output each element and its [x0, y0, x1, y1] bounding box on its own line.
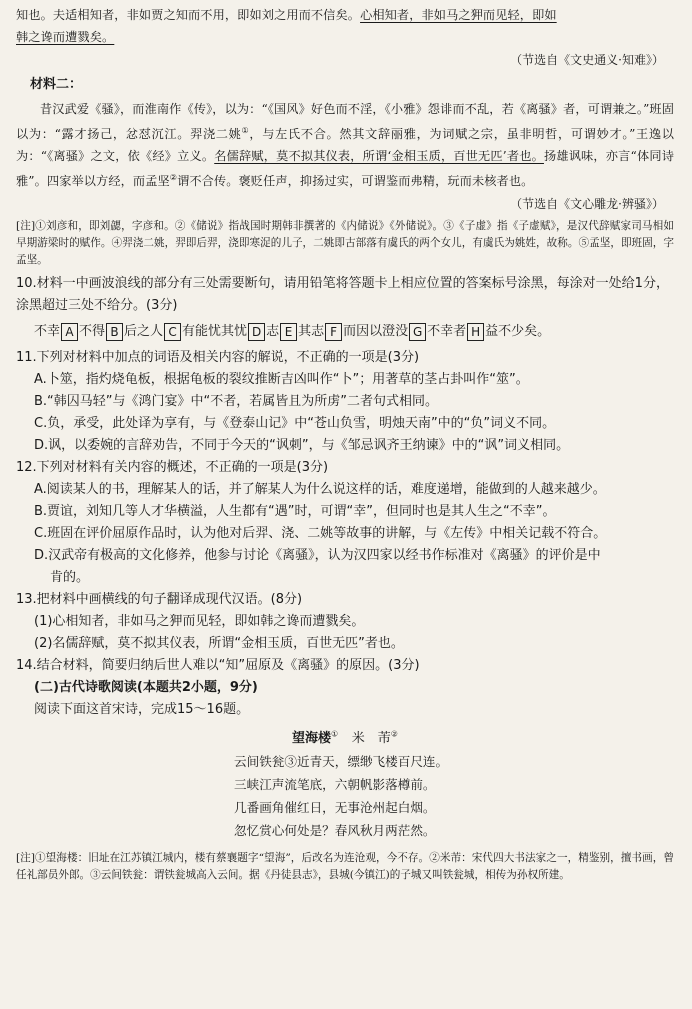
- poem-title: [16, 727, 674, 746]
- question-11-option-c: C.负，承受，此处译为享有，与《登泰山记》中“苍山负雪，明烛天南”中的“负”词义不同。: [34, 416, 556, 432]
- answer-box-h[interactable]: H: [467, 323, 484, 341]
- answer-box-g[interactable]: G: [409, 323, 426, 341]
- material-two-p1: 昔汉武爱《骚》，而淮南作《传》，以为：“《国风》好色而不淫，《小雅》怨诽而不乱，若《离骚》者，可谓兼之。”班固以为：“露才扬己，忿怼沉江。羿浇二姚: [16, 102, 674, 142]
- segment: 其志: [298, 324, 325, 340]
- segment: 而因以澄没: [343, 324, 409, 340]
- question-12-option-c: C.班固在评价屈原作品时，认为他对后羿、浇、二姚等故事的讲解，与《左传》中相关记载不符合。: [34, 526, 607, 542]
- poem-line-3: 几番画角催红日，无事沧州起白烟。: [234, 800, 436, 816]
- material-two-underlined: 名儒辞赋，莫不拟其仪表，所谓‘金相玉质，百世无匹’者也。: [214, 149, 544, 164]
- question-11-stem: 11.下列对材料中加点的词语及相关内容的解说，不正确的一项是(3分): [16, 350, 420, 366]
- material-two-p4: 谓不合传。褒贬任声，抑扬过实，可谓鉴而弗精，玩而未核者也。: [177, 174, 534, 189]
- material-two-heading: 材料二：: [30, 77, 83, 92]
- segment: 后之人: [124, 324, 164, 340]
- poem-line-4: 忽忆赏心何处是？春风秋月两茫然。: [234, 823, 436, 839]
- question-12-option-d: D.汉武帝有极高的文化修养，他参与讨论《离骚》，认为汉四家以经书作标准对《离骚》的评价是中: [34, 548, 601, 564]
- question-12-option-d-cont: 肯的。: [50, 570, 90, 586]
- footnote-mark: ②: [390, 729, 398, 739]
- answer-box-a[interactable]: A: [61, 323, 78, 341]
- footnote-block-two: [注]①望海楼：旧址在江苏镇江城内，楼有蔡襄题字“望海”，后改名为连沧观，今不存。②米芾：宋代四大书法家之一，精鉴别，擅书画，曾任礼部员外郎。③云间铁瓮：谓铁瓮城高入云间。据《丹徒县志》，县城(今镇江)的子城又叫铁瓮城，相传为孙权所建。: [16, 852, 674, 882]
- poem-author: 米 芾: [351, 731, 391, 747]
- question-11-option-d: D.讽，以委婉的言辞劝告，不同于今天的“讽刺”，与《邹忌讽齐王纳谏》中的“讽”词义相同。: [34, 438, 570, 454]
- question-12-option-b: B.贾谊，刘知几等人才华横溢，人生都有“遇”时，可谓“幸”，但同时也是其人生之“不幸”。: [34, 504, 556, 520]
- material-two-p2: ，与左氏不合。然其文辞丽雅，为词赋之宗，虽非明哲，可谓妙才。”王逸以为：“《离骚》之文，依《经》立义。: [16, 127, 675, 164]
- footnote-mark: ①: [241, 126, 250, 135]
- material-two-p3: 扬雄讽味，亦言“体同诗雅”。四家举以方经，而孟坚: [16, 149, 674, 189]
- footnote-block-one: [注]①刘彦和，即刘勰，字彦和。②《储说》指战国时期韩非撰著的《内储说》《外储说》。③《子虚》指《子虚赋》，是汉代辞赋家司马相如早期游梁时的赋作。④羿浇二姚，羿即后羿，浇即寒浞的儿子，二姚即古部落有虞氏的两个女儿，有虞氏为姚姓，故称。⑤孟坚，即班固，字孟坚。: [16, 220, 674, 267]
- segment: 志: [266, 324, 280, 340]
- question-10-stem: 10.材料一中画波浪线的部分有三处需要断句，请用铅笔将答题卡上相应位置的答案标号涂黑，每涂对一处给1分，涂黑超过三处不给分。(3分): [16, 276, 669, 314]
- answer-box-c[interactable]: C: [164, 323, 181, 341]
- poem-line-1: 云间铁瓮③近青天，缥缈飞楼百尺连。: [234, 754, 449, 770]
- question-11-option-a: A.卜筮，指灼烧龟板，根据龟板的裂纹推断吉凶叫作“卜”；用著草的茎占卦叫作“筮”。: [34, 372, 529, 388]
- material-one-tail: [16, 4, 674, 48]
- material-one-source: （节选自《文史通义·知难》）: [510, 53, 664, 67]
- material-one-plain: 知也。夫适相知者，非如贾之知而不用，即如刘之用而不信矣。: [16, 8, 361, 22]
- answer-box-e[interactable]: E: [280, 323, 297, 341]
- segment: 不得: [79, 324, 106, 340]
- answer-box-b[interactable]: B: [106, 323, 123, 341]
- poetry-section-heading: (二)古代诗歌阅读(本题共2小题，9分): [34, 680, 258, 696]
- poetry-instruction: 阅读下面这首宋诗，完成15～16题。: [34, 702, 250, 718]
- footnote-mark: ①: [331, 729, 339, 739]
- answer-box-f[interactable]: F: [325, 323, 342, 341]
- question-14-stem: 14.结合材料，简要归纳后世人难以“知”屈原及《离骚》的原因。(3分): [16, 658, 420, 674]
- segment: 不幸: [34, 324, 61, 340]
- question-12-option-a: A.阅读某人的书，理解某人的话，并了解某人为什么说这样的话，难度递增，能做到的人越来越少。: [34, 482, 606, 498]
- question-11-option-b: B.“韩囚马轻”与《鸿门宴》中“不者，若属皆且为所虏”二者句式相同。: [34, 394, 438, 410]
- footnote-mark: ②: [169, 173, 178, 183]
- segment: 益不少矣。: [485, 324, 551, 340]
- answer-box-d[interactable]: D: [248, 323, 265, 341]
- poem-line-2: 三峡江声流笔底，六朝帆影落樽前。: [234, 777, 436, 793]
- material-two-source: （节选自《文心雕龙·辨骚》）: [510, 197, 664, 212]
- question-12-stem: 12.下列对材料有关内容的概述，不正确的一项是(3分): [16, 460, 329, 476]
- material-two-text: [16, 98, 674, 192]
- question-10-break-line: [34, 320, 674, 344]
- question-13-stem: 13.把材料中画横线的句子翻译成现代汉语。(8分): [16, 592, 303, 608]
- segment: 不幸者: [427, 324, 467, 340]
- question-13-sentence-2: (2)名儒辞赋，莫不拟其仪表，所谓“金相玉质，百世无匹”者也。: [34, 636, 404, 652]
- material-one-underlined-1: 心相知者，非如马之狎而见轻，即如: [360, 8, 557, 22]
- material-one-underlined-2: 韩之谗而遭戮矣。: [16, 30, 115, 44]
- question-13-sentence-1: (1)心相知者，非如马之狎而见轻，即如韩之谗而遭戮矣。: [34, 614, 365, 630]
- poem-title-text: 望海楼: [292, 731, 332, 747]
- segment: 有能忧其忧: [182, 324, 248, 340]
